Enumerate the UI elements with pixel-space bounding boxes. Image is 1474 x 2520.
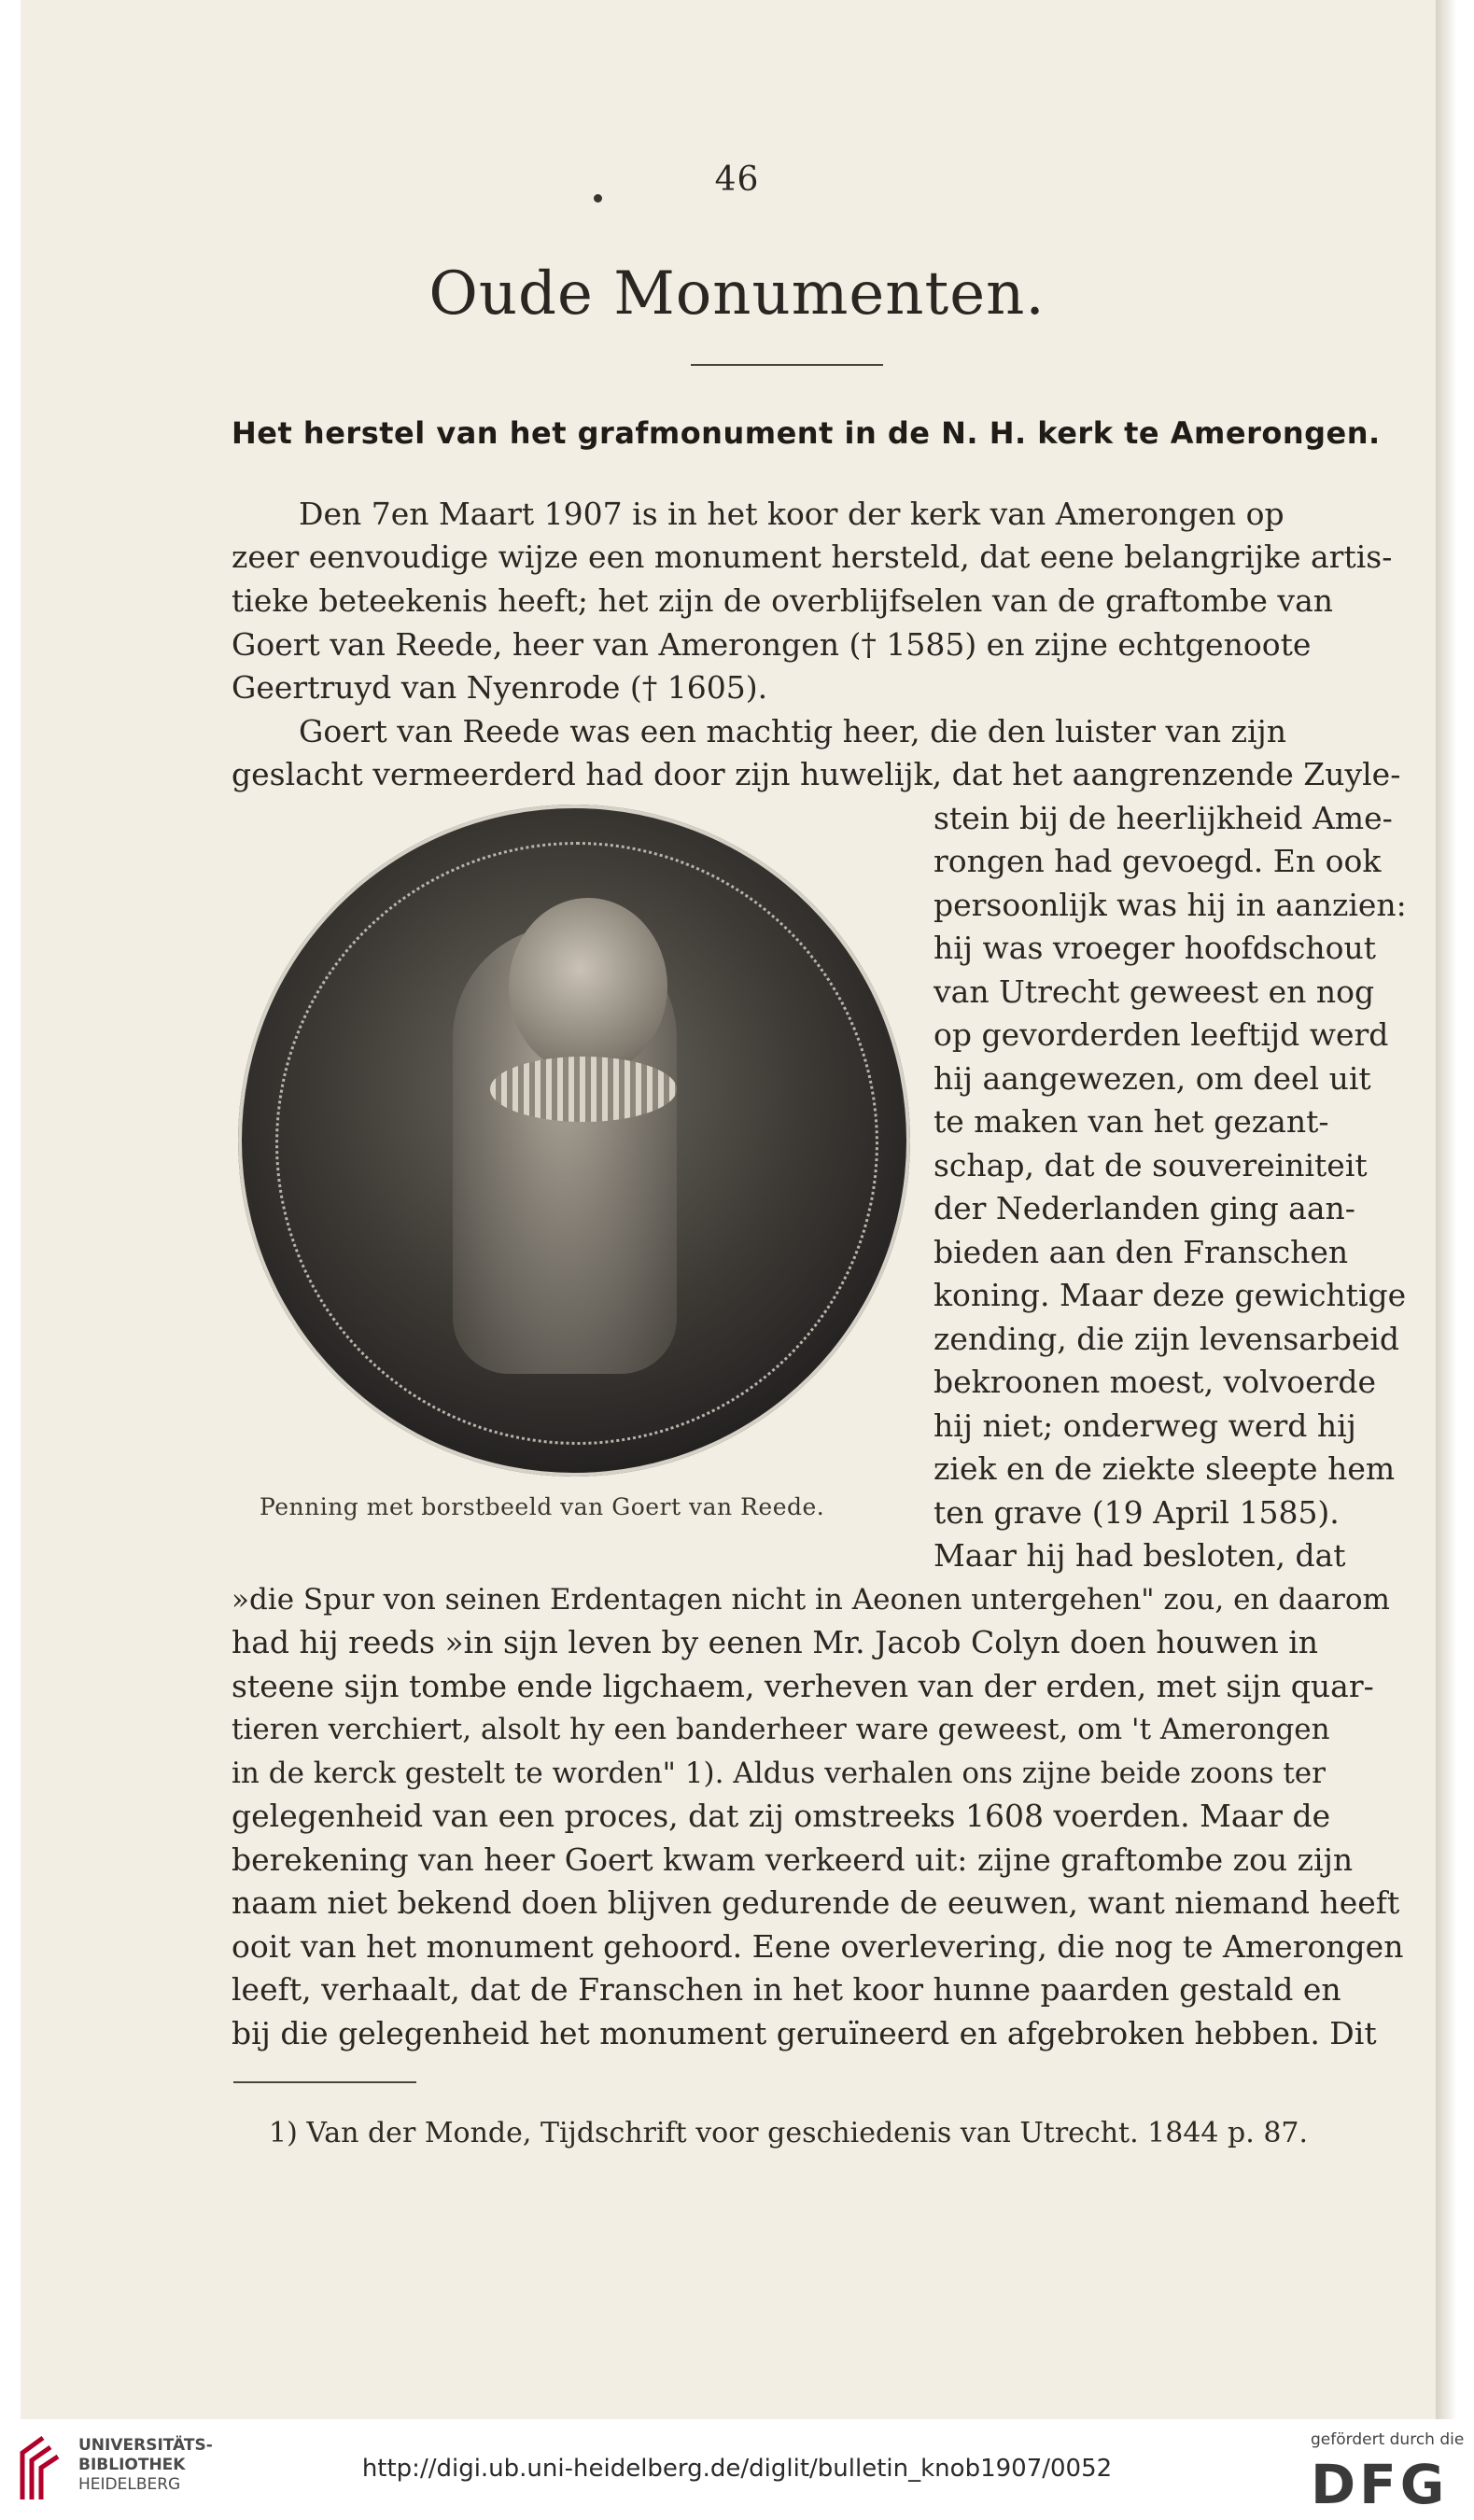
page-title: Oude Monumenten. (428, 259, 1046, 329)
body-line: steene sijn tombe ende ligchaem, verheven van der erden, met sijn quar- (232, 1668, 1374, 1704)
body-line: op gevorderden leeftijd werd (934, 1016, 1389, 1053)
body-line: Goert van Reede was een machtig heer, die den luister van zijn (299, 713, 1287, 749)
title-divider (691, 364, 883, 366)
section-heading: Het herstel van het grafmonument in de N. H. kerk te Amerongen. (232, 415, 1381, 451)
footnote-divider (233, 2081, 416, 2083)
funded-by-label: gefördert durch die (1311, 2430, 1465, 2449)
body-line: »die Spur von seinen Erdentagen nicht in Aeonen untergehen" zou, en daarom (232, 1583, 1390, 1617)
body-line: tieke beteekenis heeft; het zijn de overblijfselen van de graftombe van (232, 582, 1333, 619)
body-line: ziek en de ziekte sleepte hem (934, 1450, 1396, 1487)
body-line: te maken van het gezant- (934, 1103, 1329, 1140)
page-edge (1436, 0, 1456, 2419)
body-line: gelegenheid van een proces, dat zij omstreeks 1608 voerden. Maar de (232, 1798, 1331, 1834)
body-line: geslacht vermeerderd had door zijn huwelijk, dat het aangrenzende Zuyle- (232, 756, 1401, 792)
library-name-line: UNIVERSITÄTS- (78, 2436, 213, 2455)
library-name-line: HEIDELBERG (78, 2475, 181, 2494)
body-line: hij niet; onderweg werd hij (934, 1407, 1356, 1444)
body-line: leeft, verhaalt, dat de Franschen in het koor hunne paarden gestald en (232, 1971, 1341, 2008)
body-line: tieren verchiert, alsolt hy een banderheer ware geweest, om 't Amerongen (232, 1713, 1330, 1746)
body-line: van Utrecht geweest en nog (934, 973, 1375, 1010)
body-line: zending, die zijn levensarbeid (934, 1321, 1400, 1357)
body-line: Den 7en Maart 1907 is in het koor der kerk van Amerongen op (299, 496, 1284, 532)
body-line: rongen had gevoegd. En ook (934, 843, 1382, 879)
body-line: bekroonen moest, volvoerde (934, 1364, 1377, 1400)
body-line: berekening van heer Goert kwam verkeerd uit: zijne graftombe zou zijn (232, 1841, 1354, 1878)
body-line: hij was vroeger hoofdschout (934, 930, 1376, 966)
body-line: koning. Maar deze gewichtige (934, 1277, 1407, 1313)
medal-illustration (238, 805, 910, 1477)
medal-ruff-collar (490, 1057, 677, 1122)
body-line: bij die gelegenheid het monument geruïneerd en afgebroken hebben. Dit (232, 2015, 1377, 2051)
body-line: in de kerck gestelt te worden" 1). Aldus verhalen ons zijne beide zoons ter (232, 1757, 1326, 1790)
dfg-logo: DFG (1311, 2453, 1449, 2516)
body-line: hij aangewezen, om deel uit (934, 1060, 1371, 1097)
body-line: ten grave (19 April 1585). (934, 1494, 1340, 1531)
page-number: 46 (714, 161, 760, 199)
library-name-line: BIBLIOTHEK (78, 2456, 186, 2474)
body-line: Geertruyd van Nyenrode († 1605). (232, 669, 768, 706)
body-line: Goert van Reede, heer van Amerongen († 1585) en zijne echtgenoote (232, 626, 1312, 663)
page-mark-dot (594, 194, 602, 203)
body-line: naam niet bekend doen blijven gedurende de eeuwen, want niemand heeft (232, 1884, 1400, 1921)
body-line: zeer eenvoudige wijze een monument hersteld, dat eene belangrijke artis- (232, 539, 1393, 575)
permalink-url[interactable]: http://digi.ub.uni-heidelberg.de/diglit/bulletin_knob1907/0052 (361, 2455, 1113, 2483)
body-line: schap, dat de souvereiniteit (934, 1147, 1368, 1183)
body-line: persoonlijk was hij in aanzien: (934, 887, 1407, 923)
body-line: ooit van het monument gehoord. Eene overlevering, die nog te Amerongen (232, 1928, 1404, 1965)
body-line: stein bij de heerlijkheid Ame- (934, 800, 1393, 836)
body-line: bieden aan den Franschen (934, 1234, 1349, 1270)
figure-caption: Penning met borstbeeld van Goert van Reede. (260, 1493, 825, 1520)
body-line: had hij reeds »in sijn leven by eenen Mr. Jacob Colyn doen houwen in (232, 1624, 1319, 1660)
medal-head (509, 898, 667, 1075)
footnote: 1) Van der Monde, Tijdschrift voor geschiedenis van Utrecht. 1844 p. 87. (269, 2117, 1309, 2149)
body-line: der Nederlanden ging aan- (934, 1190, 1355, 1226)
body-line: Maar hij had besloten, dat (934, 1537, 1346, 1574)
